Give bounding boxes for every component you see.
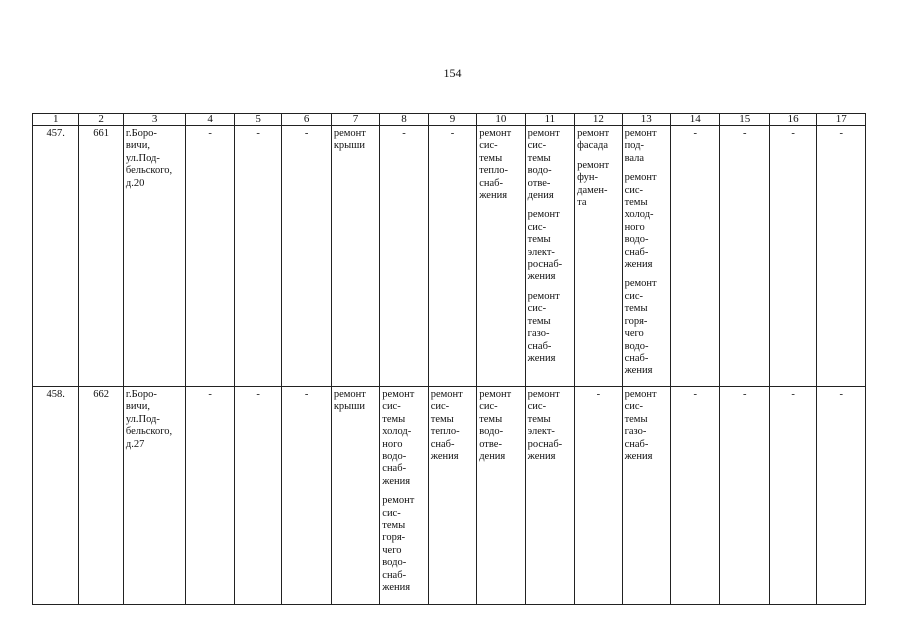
cell-col-15: -	[720, 387, 769, 605]
cell-col-12: -	[575, 387, 622, 605]
work-item: ремонт сис- темы газо- снаб- жения	[624, 389, 657, 463]
work-item: ремонт сис- темы холод- ного водо- снаб- жения	[624, 172, 657, 271]
address: г.Боро- вичи, ул.Под- бельского, д.20	[123, 126, 186, 387]
table-row	[33, 126, 866, 387]
row-index: 457.	[33, 126, 79, 387]
cell-col-8	[380, 387, 428, 605]
work-item: ремонт сис- темы водо- отве- дения	[527, 128, 560, 202]
cell-col-5: -	[234, 387, 281, 605]
column-number: 11	[525, 114, 574, 126]
cell-col-14: -	[671, 387, 720, 605]
cell-col-11	[525, 126, 574, 387]
work-item: ремонт крыши	[333, 128, 366, 152]
cell-col-9: -	[428, 126, 476, 387]
column-number: 6	[282, 114, 331, 126]
cell-col-16: -	[769, 387, 816, 605]
work-item: ремонт сис- темы холод- ного водо- снаб- жения	[382, 389, 415, 487]
column-number: 17	[817, 114, 866, 126]
cell-col-17: -	[817, 387, 866, 605]
page-number: 154	[443, 66, 462, 80]
cell-col-6: -	[282, 126, 331, 387]
column-number: 8	[380, 114, 428, 126]
cell-col-14: -	[671, 126, 720, 387]
column-number: 2	[79, 114, 123, 126]
cell-col-7	[331, 387, 379, 605]
work-item: ремонт сис- темы тепло- снаб- жения	[479, 128, 512, 202]
row-index: 458.	[33, 387, 79, 605]
header-row	[33, 114, 866, 126]
cell-col-4: -	[186, 387, 234, 605]
cell-col-12	[575, 126, 622, 387]
work-item: ремонт фун- дамен- та	[577, 159, 610, 209]
work-item: ремонт сис- темы элект- роснаб- жения	[527, 209, 563, 283]
repair-schedule-table	[32, 113, 866, 605]
column-number: 13	[622, 114, 670, 126]
building-number: 662	[79, 387, 123, 605]
work-item: ремонт сис- темы водо- отве- дения	[479, 389, 512, 463]
work-item: ремонт крыши	[333, 389, 366, 413]
cell-col-13	[622, 387, 670, 605]
cell-col-13	[622, 126, 670, 387]
cell-col-10	[477, 387, 525, 605]
column-number: 1	[33, 114, 79, 126]
table-row	[33, 387, 866, 605]
column-number: 3	[123, 114, 186, 126]
work-item: ремонт сис- темы горя- чего водо- снаб- жения	[624, 278, 657, 377]
cell-col-5: -	[234, 126, 281, 387]
column-number: 5	[234, 114, 281, 126]
column-number: 4	[186, 114, 234, 126]
cell-col-6: -	[282, 387, 331, 605]
address: г.Боро- вичи, ул.Под- бельского, д.27	[123, 387, 186, 605]
column-number: 14	[671, 114, 720, 126]
cell-col-10	[477, 126, 525, 387]
work-item: ремонт сис- темы газо- снаб- жения	[527, 290, 560, 364]
work-item: ремонт сис- темы элект- роснаб- жения	[527, 389, 563, 463]
column-number: 7	[331, 114, 379, 126]
work-item: ремонт фасада	[577, 128, 610, 152]
column-number: 9	[428, 114, 476, 126]
building-number: 661	[79, 126, 123, 387]
column-number: 16	[769, 114, 816, 126]
work-item: ремонт сис- темы горя- чего водо- снаб- жения	[382, 495, 415, 594]
cell-col-16: -	[769, 126, 816, 387]
column-number: 10	[477, 114, 525, 126]
cell-col-4: -	[186, 126, 234, 387]
cell-col-7	[331, 126, 379, 387]
cell-col-17: -	[817, 126, 866, 387]
cell-col-15: -	[720, 126, 769, 387]
column-number: 15	[720, 114, 769, 126]
cell-col-11	[525, 387, 574, 605]
cell-col-9	[428, 387, 476, 605]
cell-col-8: -	[380, 126, 428, 387]
work-item: ремонт под- вала	[624, 128, 657, 164]
column-number: 12	[575, 114, 622, 126]
work-item: ремонт сис- темы тепло- снаб- жения	[430, 389, 463, 463]
